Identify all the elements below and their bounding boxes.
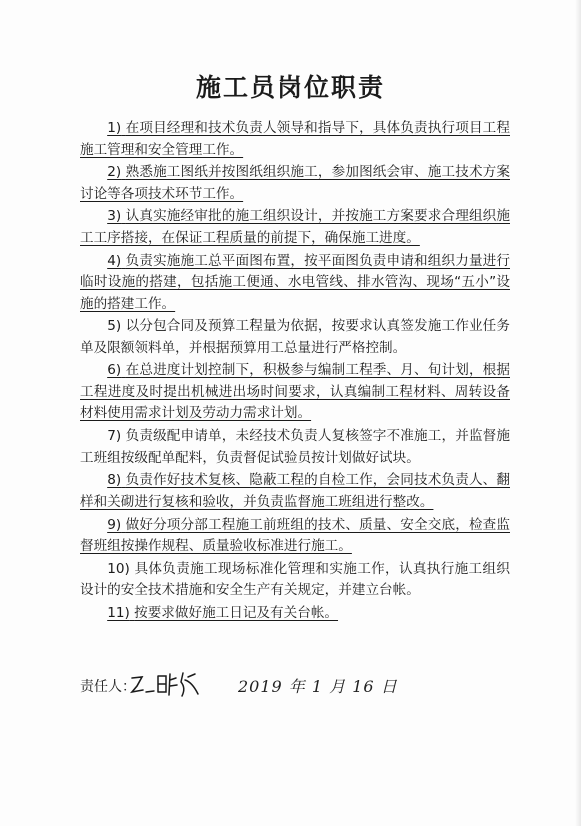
duty-number: 8) <box>107 472 122 489</box>
duty-number: 10) <box>107 560 130 577</box>
duty-text: 熟悉施工图纸并按图纸组织施工，参加图纸会审、施工技术方案讨论等各项技术环节工作。 <box>80 164 510 202</box>
duty-text: 以分包合同及预算工程量为依据，按要求认真签发施工作业任务单及限额领料单，并根据预算用工总量进行严格控制。 <box>80 318 510 356</box>
duty-number: 6) <box>107 362 122 379</box>
duty-text: 在总进度计划控制下，积极参与编制工程季、月、旬计划，根据工程进度及时提出机械进出场时间要求，认真编制工程材料、周转设备材料使用需求计划及劳动力需求计划。 <box>80 362 510 422</box>
duty-number: 2) <box>107 164 122 181</box>
duty-item <box>80 426 510 469</box>
duty-text: 在项目经理和技术负责人领导和指导下，具体负责执行项目工程施工管理和安全管理工作。 <box>80 120 510 158</box>
page-title: 施工员岗位职责 <box>195 73 385 102</box>
duty-text: 负责级配申请单，未经技术负责人复核签字不准施工，并监督施工班组按级配单配料，负责督促试验员按计划做好试块。 <box>80 428 510 466</box>
duty-item <box>80 206 510 249</box>
duty-item <box>80 515 510 558</box>
duty-number: 3) <box>107 208 122 225</box>
duty-text: 具体负责施工现场标准化管理和实施工作，认真执行施工组织设计的安全技术措施和安全生产有关规定，并建立台帐。 <box>80 560 510 599</box>
responsible-label: 责任人： <box>80 679 136 695</box>
duty-item <box>80 603 510 625</box>
duties-list <box>80 118 510 626</box>
duty-number: 4) <box>107 252 122 269</box>
page-edge-shadow <box>575 0 581 826</box>
duty-item <box>80 470 510 513</box>
duty-text: 认真实施经审批的施工组织设计，并按施工方案要求合理组织施工工序搭接，在保证工程质量的前提下，确保施工进度。 <box>80 208 510 246</box>
duty-item <box>80 118 510 161</box>
duty-text: 按要求做好施工日记及有关台帐。 <box>134 604 339 621</box>
duty-item <box>80 360 510 425</box>
duty-text: 负责作好技术复核、隐蔽工程的自检工作，会同技术负责人、翻样和关砌进行复核和验收，并负责监督施工班组进行整改。 <box>80 472 510 510</box>
duty-item <box>80 316 510 359</box>
handwritten-signature <box>128 668 203 700</box>
duty-number: 11) <box>107 604 130 621</box>
duty-item <box>80 251 510 316</box>
duty-item <box>80 559 510 602</box>
duty-number: 5) <box>107 318 122 335</box>
duty-item <box>80 162 510 205</box>
duty-number: 9) <box>107 516 122 533</box>
signature-row <box>80 674 520 704</box>
duty-text: 做好分项分部工程施工前班组的技术、质量、安全交底，检查监督班组按操作规程、质量验收标准进行施工。 <box>80 516 510 554</box>
duty-number: 1) <box>107 120 122 136</box>
duty-number: 7) <box>107 428 122 445</box>
signed-date: 2019 年 1 月 16 日 <box>238 677 398 696</box>
duty-text: 负责实施施工总平面图布置，按平面图负责申请和组织力量进行临时设施的搭建，包括施工便通、水电管线、排水管沟、现场“五小”设施的搭建工作。 <box>80 252 510 312</box>
